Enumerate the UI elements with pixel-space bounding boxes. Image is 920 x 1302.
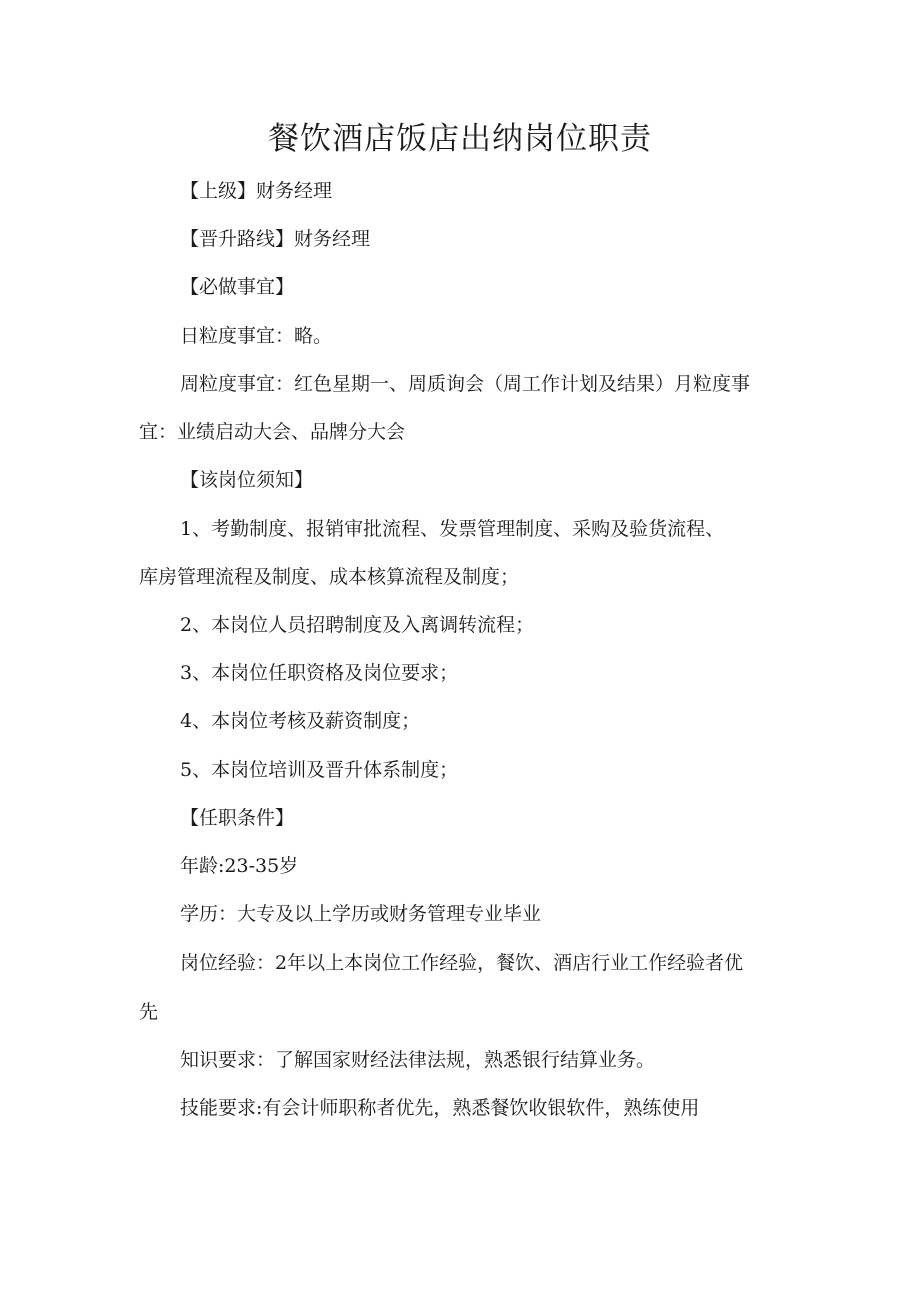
document-title: 餐饮酒店饭店出纳岗位职责: [268, 121, 652, 157]
experience-requirement-continued: 先: [139, 1001, 159, 1023]
notes-item-4: 4、本岗位考核及薪资制度；: [180, 710, 421, 732]
position-notes-heading: 【该岗位须知】: [180, 469, 314, 491]
notes-item-1: 1、考勤制度、报销审批流程、发票管理制度、采购及验货流程、: [180, 518, 725, 540]
education-requirement: 学历：大专及以上学历或财务管理专业毕业: [180, 903, 542, 925]
skill-requirement: 技能要求:有会计师职称者优先，熟悉餐饮收银软件，熟练使用: [180, 1097, 700, 1119]
weekly-tasks-line: 周粒度事宜：红色星期一、周质询会（周工作计划及结果）月粒度事: [180, 373, 751, 395]
superior-line: 【上级】财务经理: [180, 180, 333, 202]
notes-item-5: 5、本岗位培训及晋升体系制度；: [180, 759, 459, 781]
weekly-tasks-line-continued: 宜：业绩启动大会、品牌分大会: [139, 421, 406, 443]
age-requirement: 年龄:23-35岁: [180, 855, 299, 877]
requirements-heading: 【任职条件】: [180, 807, 295, 829]
knowledge-requirement: 知识要求：了解国家财经法律法规，熟悉银行结算业务。: [180, 1049, 656, 1071]
daily-tasks-line: 日粒度事宜：略。: [180, 325, 333, 347]
experience-requirement: 岗位经验：2年以上本岗位工作经验，餐饮、酒店行业工作经验者优: [180, 952, 744, 974]
required-tasks-heading: 【必做事宜】: [180, 276, 295, 298]
notes-item-2: 2、本岗位人员招聘制度及入离调转流程；: [180, 614, 535, 636]
notes-item-1-continued: 库房管理流程及制度、成本核算流程及制度；: [139, 566, 520, 588]
promotion-path-line: 【晋升路线】财务经理: [180, 228, 371, 250]
notes-item-3: 3、本岗位任职资格及岗位要求；: [180, 662, 459, 684]
